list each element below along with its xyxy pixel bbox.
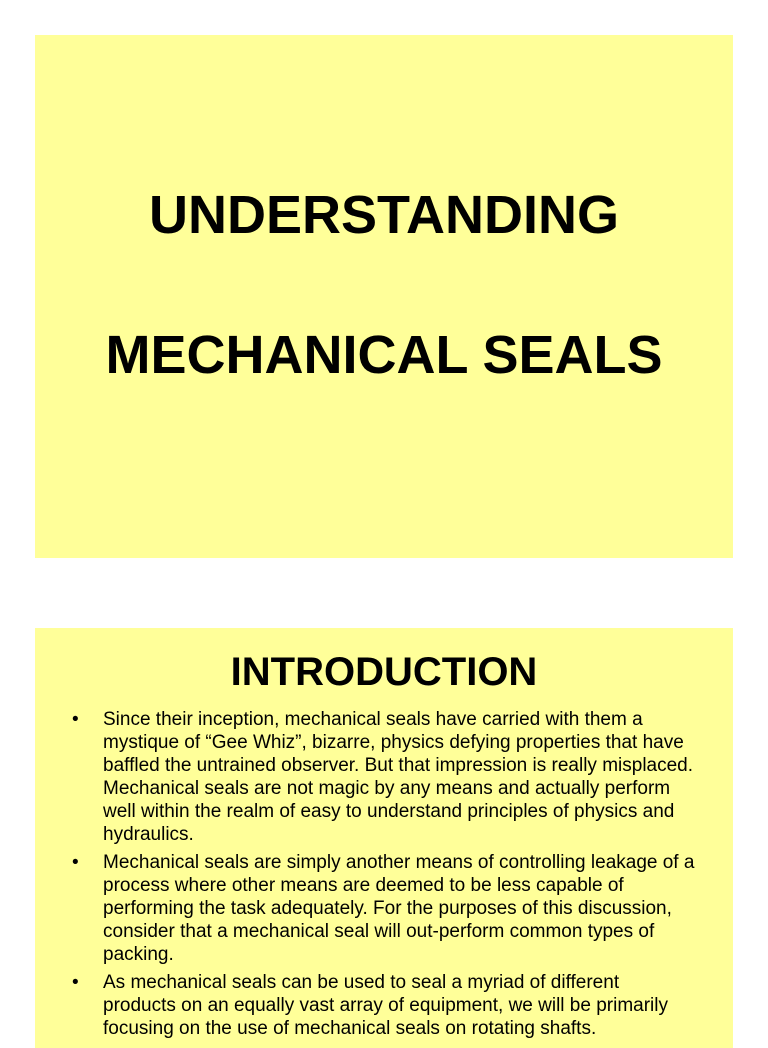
introduction-slide (35, 628, 733, 1048)
bullet-text: Since their inception, mechanical seals have carried with them a mystique of “Gee Whiz”, bizarre, physics defying properties that have baffled the untrained observer. But that impression is really misplaced. Mechanical seals are not magic by any means and actually perform well within the realm of easy to understand principles of physics and hydraulics. (103, 709, 694, 845)
bullet-text: Mechanical seals are simply another means of controlling leakage of a process where other means are deemed to be less capable of performing the task adequately. For the purposes of this discussion, consider that a mechanical seal will out-perform common types of packing. (103, 852, 695, 965)
bullet-item (35, 708, 733, 846)
bullet-item (35, 971, 733, 1040)
title-line-mechanical-seals: MECHANICAL SEALS (105, 325, 663, 385)
introduction-heading: INTRODUCTION (230, 650, 538, 694)
title-line-understanding: UNDERSTANDING (149, 185, 619, 245)
title-slide (35, 35, 733, 558)
bullet-icon: • (72, 852, 79, 873)
bullet-icon: • (72, 972, 79, 993)
bullet-list (35, 708, 733, 1045)
bullet-text: As mechanical seals can be used to seal a myriad of different products on an equally vast array of equipment, we will be primarily focusing on the use of mechanical seals on rotating shafts. (103, 972, 668, 1039)
bullet-item (35, 851, 733, 966)
bullet-icon: • (72, 709, 79, 730)
